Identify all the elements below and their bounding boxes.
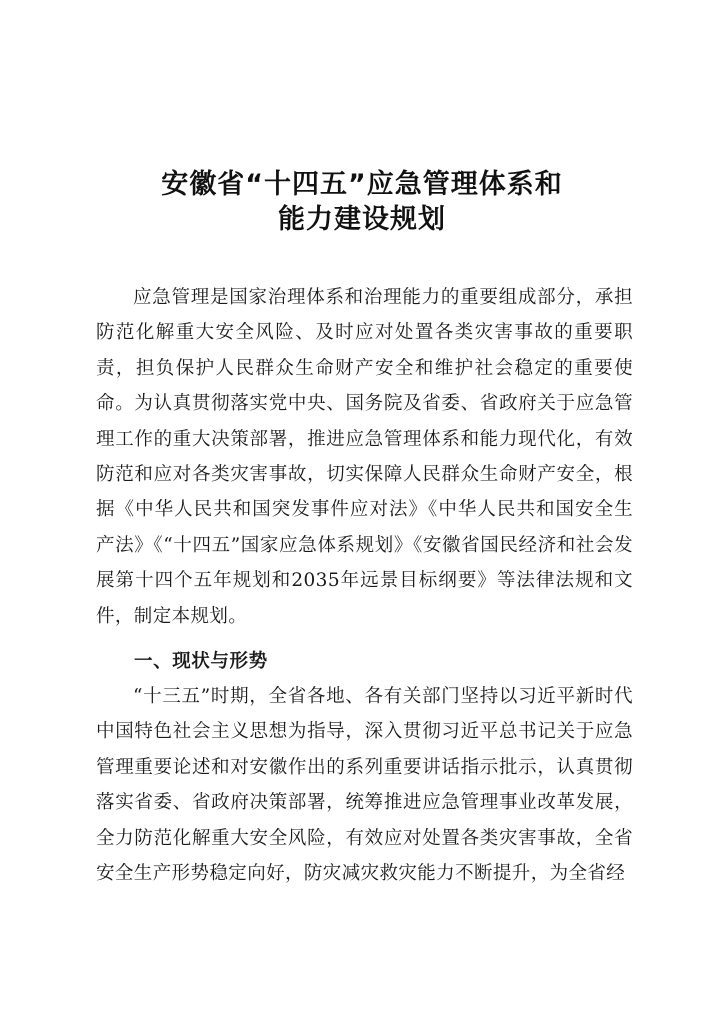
document-title-line-1: 安徽省“十四五”应急管理体系和	[161, 169, 563, 200]
body-paragraph: “十三五”时期，全省各地、各有关部门坚持以习近平新时代中国特色社会主义思想为指导，深入贯彻习近平总书记关于应急管理重要论述和对安徽作出的系列重要讲话指示批示，认真贯彻落实省委、省政府决策部署，统筹推进应急管理事业改革发展，全力防范化解重大安全风险，有效应对处置各类灾害事故，全省安全生产形势稳定向好，防灾减灾救灾能力不断提升，为全省经	[96, 686, 633, 885]
section-heading: 一、现状与形势	[134, 651, 268, 672]
document-title-line-2: 能力建设规划	[278, 204, 446, 235]
intro-paragraph: 应急管理是国家治理体系和治理能力的重要组成部分，承担防范化解重大安全风险、及时应对处置各类灾害事故的重要职责，担负保护人民群众生命财产安全和维护社会稳定的重要使命。为认真贯彻落实党中央、国务院及省委、省政府关于应急管理工作的重大决策部署，推进应急管理体系和能力现代化，有效防范和应对各类灾害事故，切实保障人民群众生命财产安全，根据《中华人民共和国突发事件应对法》《中华人民共和国安全生产法》《“十四五”国家应急体系规划》《安徽省国民经济和社会发展第十四个五年规划和2035年远景目标纲要》等法律法规和文件，制定本规划。	[96, 287, 633, 627]
